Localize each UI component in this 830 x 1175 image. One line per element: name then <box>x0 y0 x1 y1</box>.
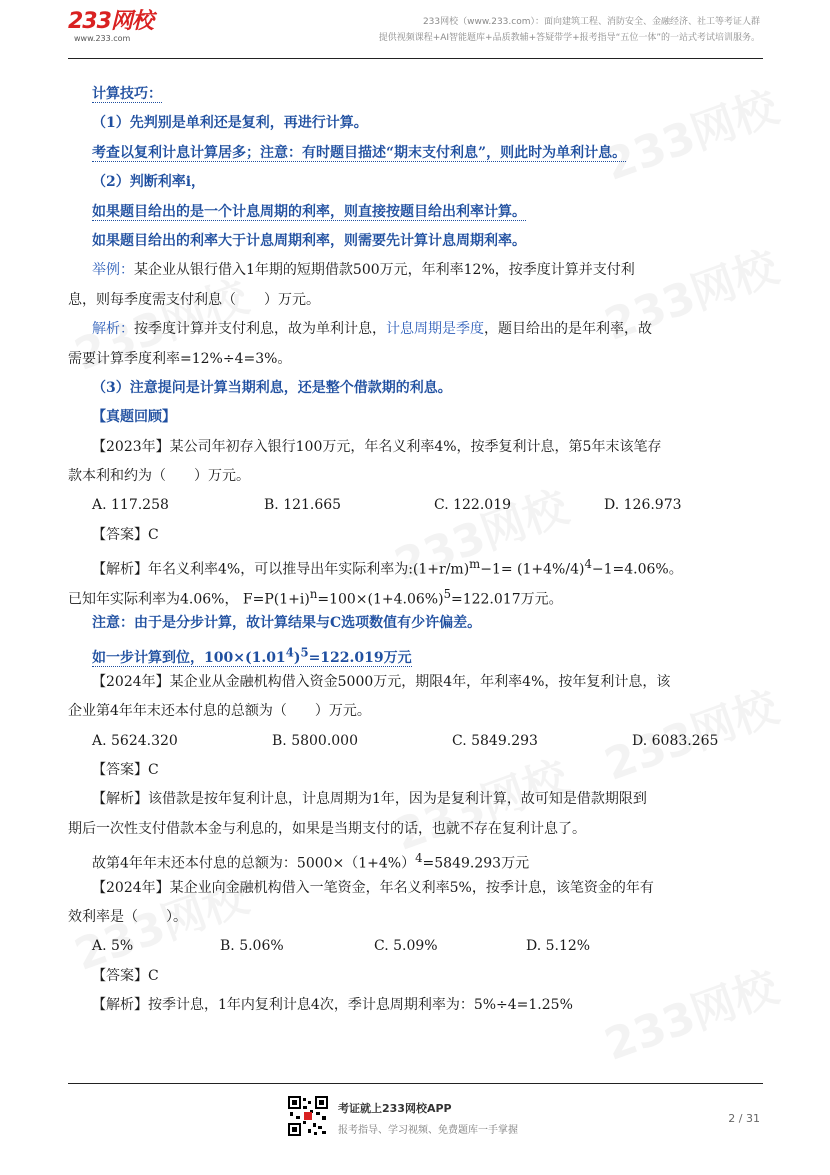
logo-url: www.233.com <box>74 34 131 43</box>
page-header <box>0 0 830 60</box>
footer-divider <box>68 1083 763 1084</box>
header-description <box>290 14 760 46</box>
app-promo-subtitle: 报考指导、学习视频、免费题库一手掌握 <box>338 1125 518 1136</box>
tip-3: （3）注意提问是计算当期利息，还是整个借款期的利息。 <box>92 379 452 396</box>
tip-2: （2）判断利率i， <box>92 174 206 191</box>
logo-text: 233网校 <box>68 9 153 34</box>
tip-heading: 计算技巧： <box>92 86 162 102</box>
question-3-answer: 【答案】C <box>92 967 159 984</box>
option-a: A. 117.258 <box>92 497 169 514</box>
page-number: 2 / 31 <box>728 1112 760 1125</box>
question-1-options <box>68 491 768 520</box>
option-b: B. 5800.000 <box>272 732 358 749</box>
option-a: A. 5% <box>92 938 134 955</box>
header-line-1: 233网校（www.233.com）：面向建筑工程、消防安全、金融经济、社工等考证人群 <box>422 17 760 27</box>
question-2-analysis-1: 【解析】该借款是按年复利计息，计息周期为1年，因为是复利计算，故可知是借款期限到 <box>92 791 647 808</box>
question-3-line-1: 【2024年】某企业向金融机构借入一笔资金，年名义利率5%，按季计息，该笔资金的年有 <box>92 879 654 896</box>
option-d: D. 126.973 <box>604 497 682 514</box>
header-divider <box>68 58 763 59</box>
option-d: D. 5.12% <box>526 938 591 955</box>
document-body <box>68 80 768 1021</box>
question-1-analysis-1: 【解析】年名义利率4%，可以推导出年实际利率为$:(1+r/m)^m-1= (1+4\%/4)^4-1=4.06\%$。 <box>92 557 683 578</box>
question-1-analysis-2: 已知年实际利率为4.06%， $F=P(1+i)^n=100\times(1+4.06\%)^5=122.017$万元。 <box>68 586 563 608</box>
option-c: C. 122.019 <box>434 497 512 514</box>
question-1-answer: 【答案】C <box>92 526 159 543</box>
question-1-line-1: 【2023年】某公司年初存入银行100万元，年名义利率4%，按季复利计息，第5年末该笔存 <box>92 438 662 455</box>
section-title: 【真题回顾】 <box>92 409 176 426</box>
tip-2-a: 如果题目给出的是一个计息周期的利率，则直接按题目给出利率计算。 <box>92 203 526 220</box>
question-2-options <box>68 727 768 756</box>
question-1-line-2: 款本利和约为（ ）万元。 <box>68 468 250 485</box>
option-b: B. 5.06% <box>220 938 284 955</box>
question-2-line-1: 【2024年】某企业从金融机构借入资金5000万元，期限4年，年利率4%，按年复利计息，该 <box>92 673 671 690</box>
question-2-line-2: 企业第4年年末还本付息的总额为（ ）万元。 <box>68 703 371 720</box>
question-2-answer: 【答案】C <box>92 761 159 778</box>
question-1-one-step: 如一步计算到位，$100\times(1.01^4)^5=122.019$万元 <box>92 645 412 667</box>
option-a: A. 5624.320 <box>92 732 178 749</box>
question-3-options <box>68 932 768 961</box>
question-3-line-2: 效利率是（ ）。 <box>68 908 187 925</box>
header-line-2: 提供视频课程+AI智能题库+品质教辅+答疑带学+报考指导“五位一体”的一站式考试培训服务。 <box>378 33 760 43</box>
option-b: B. 121.665 <box>264 497 342 514</box>
brand-logo[interactable] <box>68 10 168 50</box>
tip-2-b: 如果题目给出的利率大于计息周期利率，则需要先计算计息周期利率。 <box>92 232 526 249</box>
question-3-analysis: 【解析】按季计息，1年内复利计息4次，季计息周期利率为：5%÷4=1.25% <box>92 997 573 1014</box>
example-analysis-1: 解析：按季度计算并支付利息，故为单利计息，计息周期是季度，题目给出的是年利率，故 <box>92 321 652 338</box>
question-2-analysis-3: 故第4年年末还本付息的总额为：$5000\times(1+4\%)^4=5849.293$万元 <box>92 851 530 872</box>
qr-code-icon[interactable] <box>288 1096 328 1136</box>
tip-1: （1）先判别是单利还是复利，再进行计算。 <box>92 115 368 132</box>
option-c: C. 5849.293 <box>452 732 538 749</box>
app-promo-title[interactable]: 考证就上233网校APP <box>338 1102 452 1115</box>
tip-1-note: 考查以复利计息计算居多；注意：有时题目描述“期末支付利息”，则此时为单利计息。 <box>92 144 627 161</box>
example-line-2: 息，则每季度需支付利息（ ）万元。 <box>68 291 320 308</box>
option-d: D. 6083.265 <box>632 732 719 749</box>
question-1-note: 注意：由于是分步计算，故计算结果与C选项数值有少许偏差。 <box>92 615 482 632</box>
question-2-analysis-2: 期后一次性支付借款本金与利息的，如果是当期支付的话，也就不存在复利计息了。 <box>68 820 586 837</box>
option-c: C. 5.09% <box>374 938 438 955</box>
example-analysis-2: 需要计算季度利率=12%÷4=3%。 <box>68 350 292 367</box>
example-line-1: 举例：某企业从银行借入1年期的短期借款500万元，年利率12%，按季度计算并支付利 <box>92 262 635 279</box>
